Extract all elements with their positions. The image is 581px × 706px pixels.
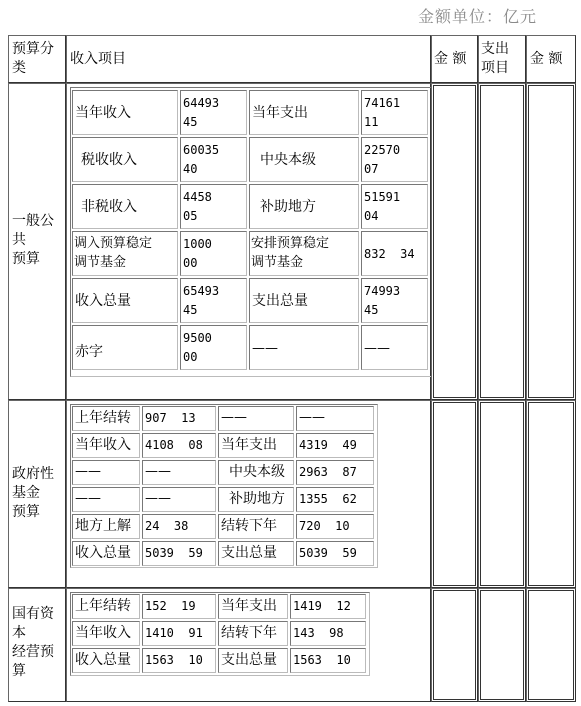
state-r1-col4: 1419 12 <box>293 599 351 613</box>
state-r2-col4: 143 98 <box>293 626 344 640</box>
fund-r6-col2: 5039 59 <box>145 546 203 560</box>
header-amount1: 金 额 <box>434 51 467 67</box>
fund-r4-col1: —— <box>75 491 101 506</box>
general-r3-value1-b: 05 <box>183 209 198 223</box>
general-r3-value2-a: 51591 <box>364 190 401 204</box>
state-expenditure-inset <box>480 590 524 700</box>
state-r2-col3: 结转下年 <box>221 625 277 641</box>
general-r3-value1-a: 4458 <box>183 190 212 204</box>
fund-r4-col3: 补助地方 <box>229 491 285 507</box>
state-r1-col1: 上年结转 <box>75 598 131 614</box>
state-amount1-inset <box>433 590 476 700</box>
state-r1-col3: 当年支出 <box>221 598 277 614</box>
general-r5-value1-a: 65493 <box>183 284 220 298</box>
general-r4-label2-b: 调节基金 <box>251 255 304 270</box>
general-r4-value2: 832 34 <box>364 247 415 261</box>
general-r2-value2-a: 22570 <box>364 143 401 157</box>
general-r4-value1-a: 1000 <box>183 237 212 251</box>
header-income-items: 收入项目 <box>70 51 126 67</box>
fund-r6-col3: 支出总量 <box>221 545 277 561</box>
fund-r1-col1: 上年结转 <box>75 410 131 426</box>
state-r2-col1: 当年收入 <box>75 625 131 641</box>
general-expenditure-inset <box>480 85 524 398</box>
fund-r1-col3: —— <box>221 410 247 425</box>
fund-label-line1: 政府性 <box>12 466 54 482</box>
fund-r6-col1: 收入总量 <box>75 545 131 561</box>
fund-expenditure-inset <box>480 402 524 586</box>
fund-r5-col1: 地方上解 <box>75 518 131 534</box>
state-r3-col3: 支出总量 <box>221 652 277 668</box>
state-amount2-inset <box>528 590 574 700</box>
state-r3-col2: 1563 10 <box>145 653 203 667</box>
fund-r1-col4: —— <box>299 410 325 425</box>
general-r3-value2-b: 04 <box>364 209 379 223</box>
general-label-line1: 一般公 <box>12 213 54 229</box>
general-r1-label2: 当年支出 <box>252 105 308 121</box>
general-r6-value1-b: 00 <box>183 350 198 364</box>
general-r2-label1: 税收收入 <box>81 152 137 168</box>
fund-r3-col1: —— <box>75 464 101 479</box>
fund-r1-col2: 907 13 <box>145 411 196 425</box>
general-r4-value1-b: 00 <box>183 256 198 270</box>
fund-r3-col4: 2963 87 <box>299 465 357 479</box>
general-r3-label2: 补助地方 <box>260 199 316 215</box>
state-label-line1: 国有资 <box>12 606 54 622</box>
fund-r5-col4: 720 10 <box>299 519 350 533</box>
general-r5-value2-b: 45 <box>364 303 379 317</box>
general-r6-label2: —— <box>252 341 278 356</box>
state-label-line4: 算 <box>12 663 26 679</box>
general-r1-value1-b: 45 <box>183 115 198 129</box>
fund-label-line3: 预算 <box>12 504 40 520</box>
state-r1-col2: 152 19 <box>145 599 196 613</box>
fund-r5-col2: 24 38 <box>145 519 189 533</box>
general-r4-label1-b: 调节基金 <box>74 255 127 270</box>
fund-r2-col4: 4319 49 <box>299 438 357 452</box>
fund-r3-col2: —— <box>145 464 171 479</box>
state-label-line3: 经营预 <box>12 644 54 660</box>
fund-label-line2: 基金 <box>12 485 40 501</box>
header-expenditure-line2: 项目 <box>481 60 509 76</box>
general-label-line3: 预算 <box>12 251 40 267</box>
general-r1-label1: 当年收入 <box>75 105 131 121</box>
unit-note: 金额单位：亿元 <box>418 7 538 26</box>
general-r5-value2-a: 74993 <box>364 284 401 298</box>
general-r2-value2-b: 07 <box>364 162 379 176</box>
header-amount2: 金 额 <box>530 51 563 67</box>
general-r4-label2-a: 安排预算稳定 <box>251 236 330 251</box>
general-r2-value1-a: 60035 <box>183 143 220 157</box>
state-r3-col4: 1563 10 <box>293 653 351 667</box>
general-r5-label2: 支出总量 <box>252 293 308 309</box>
fund-r5-col3: 结转下年 <box>221 518 277 534</box>
general-r2-value1-b: 40 <box>183 162 198 176</box>
fund-r6-col4: 5039 59 <box>299 546 357 560</box>
header-category-line1: 预算分 <box>12 41 54 57</box>
general-amount1-inset <box>433 85 476 398</box>
fund-r2-col2: 4108 08 <box>145 438 203 452</box>
general-amount2-inset <box>528 85 574 398</box>
header-expenditure-line1: 支出 <box>481 41 509 57</box>
general-label-line2: 共 <box>12 232 26 248</box>
general-r6-label1: 赤字 <box>75 344 103 360</box>
state-r3-col1: 收入总量 <box>75 652 131 668</box>
fund-r4-col4: 1355 62 <box>299 492 357 506</box>
fund-r2-col1: 当年收入 <box>75 437 131 453</box>
fund-r3-col3: 中央本级 <box>229 464 285 480</box>
fund-r4-col2: —— <box>145 491 171 506</box>
general-r6-value1-a: 9500 <box>183 331 212 345</box>
fund-amount2-inset <box>528 402 574 586</box>
state-r2-col2: 1410 91 <box>145 626 203 640</box>
general-r1-value2-b: 11 <box>364 115 379 129</box>
general-r5-label1: 收入总量 <box>75 293 131 309</box>
state-label-line2: 本 <box>12 625 26 641</box>
fund-amount1-inset <box>433 402 476 586</box>
general-r3-label1: 非税收入 <box>81 199 137 215</box>
general-r2-label2: 中央本级 <box>260 152 316 168</box>
general-r1-value2-a: 74161 <box>364 96 401 110</box>
general-r4-label1-a: 调入预算稳定 <box>74 236 153 251</box>
general-r5-value1-b: 45 <box>183 303 198 317</box>
general-r1-value1-a: 64493 <box>183 96 220 110</box>
header-category-line2: 类 <box>12 60 26 76</box>
general-r6-value2: —— <box>364 341 390 356</box>
fund-r2-col3: 当年支出 <box>221 437 277 453</box>
